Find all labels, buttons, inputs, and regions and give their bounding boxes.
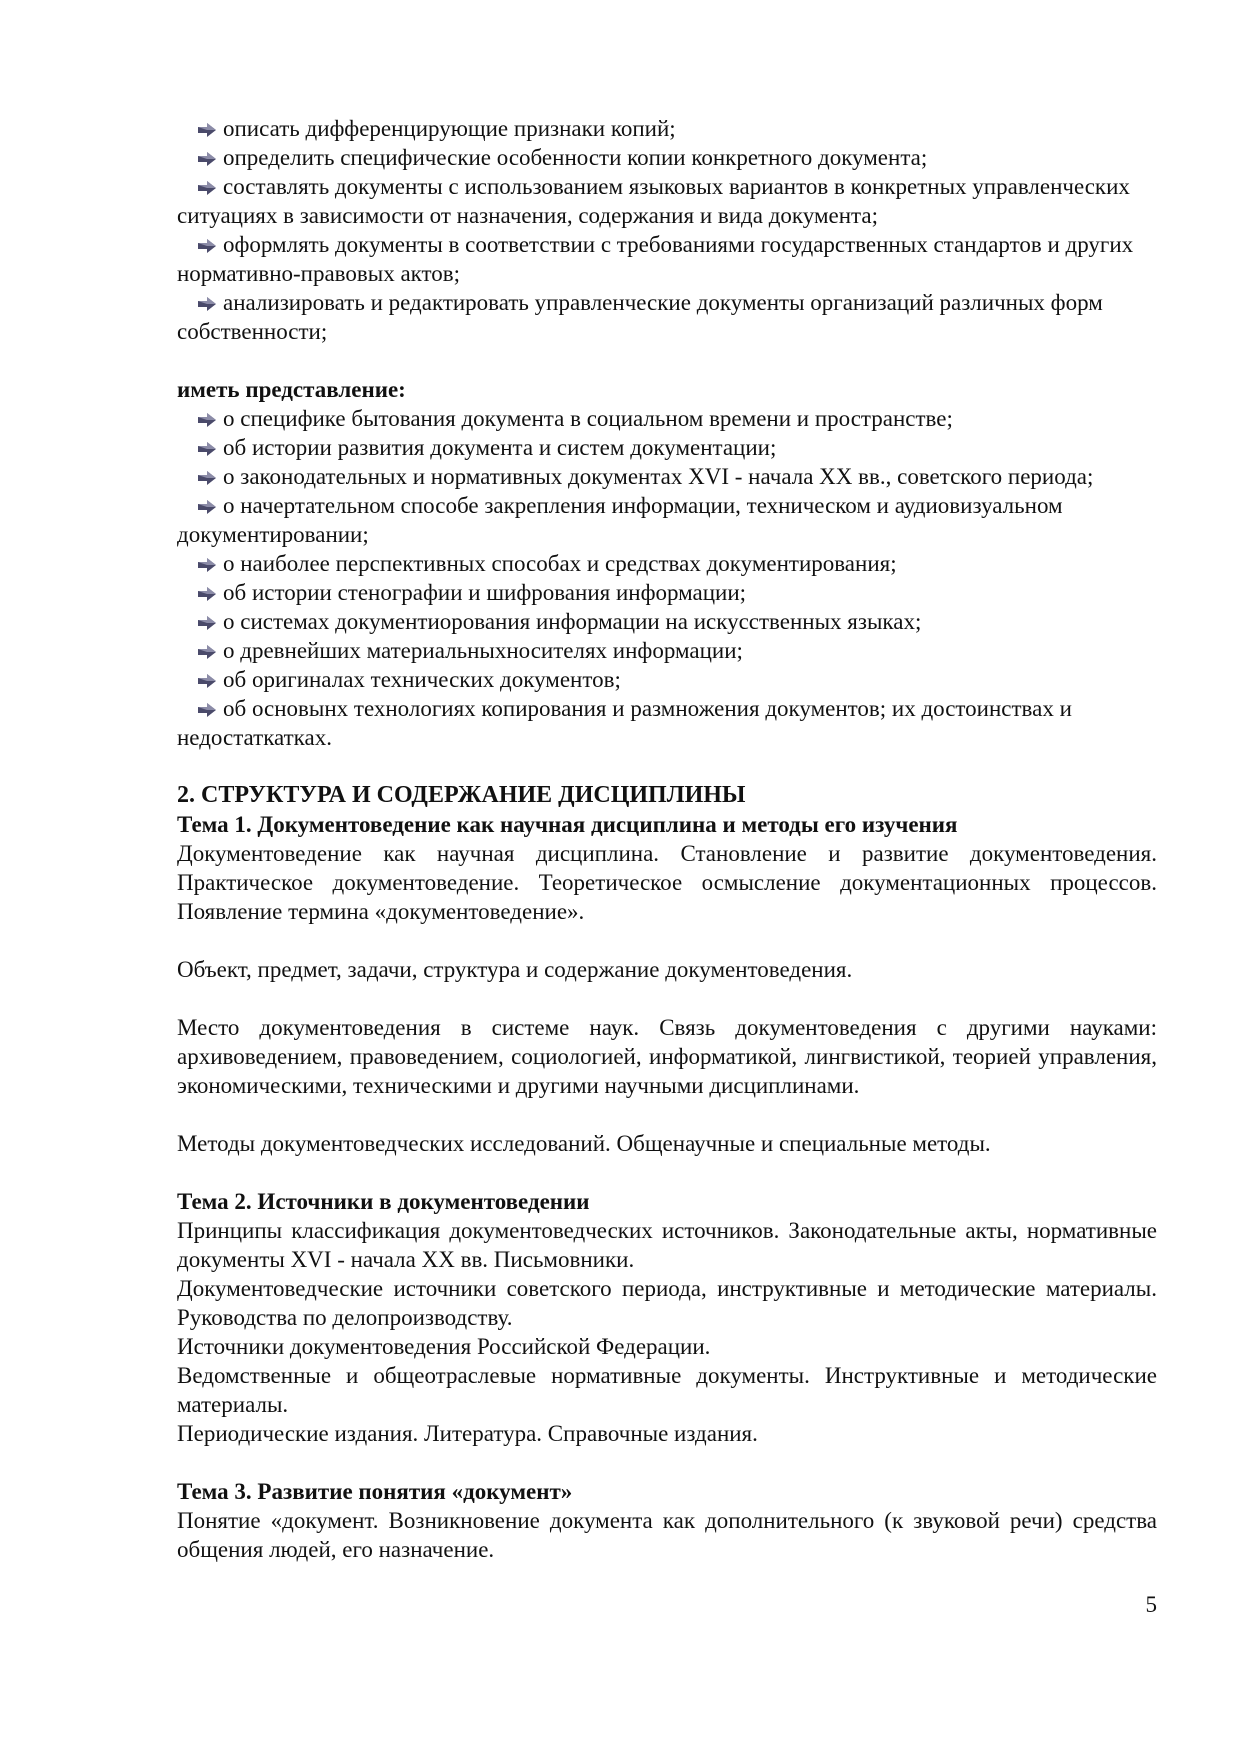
spacer — [177, 1100, 1157, 1129]
bullet-arrow — [177, 636, 223, 665]
arrow-bullet-icon — [197, 644, 217, 660]
list-item — [177, 491, 1157, 549]
skills-bullet-list — [177, 114, 1157, 346]
topic-1-title: Тема 1. Документоведение как научная дисциплина и методы его изучения — [177, 812, 958, 837]
arrow-bullet-icon — [197, 296, 217, 312]
list-item — [177, 607, 1157, 636]
list-item-text: составлять документы с использованием языковых вариантов в конкретных управленческих ситуациях в зависимости от назначения, содержания и вида документа; — [177, 174, 1130, 228]
spacer — [177, 926, 1157, 955]
list-item — [177, 288, 1157, 346]
bullet-arrow — [177, 230, 223, 259]
list-item-text: описать дифференцирующие признаки копий; — [223, 116, 676, 141]
arrow-bullet-icon — [197, 615, 217, 631]
list-item — [177, 114, 1157, 143]
list-item-text: об истории стенографии и шифрования информации; — [223, 580, 747, 605]
spacer — [177, 984, 1157, 1013]
bullet-arrow — [177, 114, 223, 143]
list-item-text: о древнейших материальныхносителях информации; — [223, 638, 743, 663]
arrow-bullet-icon — [197, 180, 217, 196]
list-item-text: о наиболее перспективных способах и средствах документирования; — [223, 551, 897, 576]
topic-2-title: Тема 2. Источники в документоведении — [177, 1189, 590, 1214]
list-item — [177, 665, 1157, 694]
bullet-arrow — [177, 665, 223, 694]
spacer — [177, 346, 1157, 375]
topic-1-paragraph: Документоведение как научная дисциплина. Становление и развитие документоведения. Практическое документоведение. Теоретическое осмысление документационных процессов. Появление термина «документоведение». — [177, 841, 1157, 924]
list-item-text: о специфике бытования документа в социальном времени и пространстве; — [223, 406, 953, 431]
list-item — [177, 404, 1157, 433]
list-item — [177, 694, 1157, 752]
arrow-bullet-icon — [197, 586, 217, 602]
list-item-text: анализировать и редактировать управленческие документы организаций различных форм собственности; — [177, 290, 1103, 344]
list-item — [177, 636, 1157, 665]
list-item — [177, 549, 1157, 578]
topic-2-paragraph: Периодические издания. Литература. Справочные издания. — [177, 1421, 758, 1446]
spacer — [177, 752, 1157, 781]
page-number: 5 — [1145, 1592, 1157, 1617]
bullet-arrow — [177, 549, 223, 578]
topic-2-paragraph: Ведомственные и общеотраслевые нормативные документы. Инструктивные и методические материалы. — [177, 1363, 1157, 1417]
bullet-arrow — [177, 607, 223, 636]
topic-1-paragraph: Место документоведения в системе наук. Связь документоведения с другими науками: архивоведением, правоведением, социологией, информатикой, лингвистикой, теорией управления, экономическими, техническими и другими научными дисциплинами. — [177, 1015, 1157, 1098]
topic-2-paragraph: Принципы классификация документоведческих источников. Законодательные акты, нормативные документы XVI - начала XX вв. Письмовники. — [177, 1218, 1157, 1272]
topic-3-title: Тема 3. Развитие понятия «документ» — [177, 1479, 573, 1504]
bullet-arrow — [177, 462, 223, 491]
arrow-bullet-icon — [197, 470, 217, 486]
list-item — [177, 143, 1157, 172]
list-item-text: оформлять документы в соответствии с требованиями государственных стандартов и других нормативно-правовых актов; — [177, 232, 1134, 286]
list-item-text: определить специфические особенности копии конкретного документа; — [223, 145, 928, 170]
section-title: 2. СТРУКТУРА И СОДЕРЖАНИЕ ДИСЦИПЛИНЫ — [177, 782, 746, 808]
list-item — [177, 433, 1157, 462]
bullet-arrow — [177, 143, 223, 172]
arrow-bullet-icon — [197, 499, 217, 515]
list-item-text: об оригиналах технических документов; — [223, 667, 621, 692]
list-item-text: о начертательном способе закрепления информации, техническом и аудиовизуальном документировании; — [177, 493, 1063, 547]
spacer — [177, 1448, 1157, 1477]
list-item-text: о системах документиорования информации на искусственных языках; — [223, 609, 922, 634]
list-item — [177, 578, 1157, 607]
topic-2-paragraph: Источники документоведения Российской Федерации. — [177, 1334, 711, 1359]
arrow-bullet-icon — [197, 151, 217, 167]
topic-2-paragraph: Документоведческие источники советского периода, инструктивные и методические материалы. Руководства по делопроизводству. — [177, 1276, 1157, 1330]
bullet-arrow — [177, 694, 223, 723]
bullet-arrow — [177, 288, 223, 317]
list-item-text: об основынх технологиях копирования и размножения документов; их достоинствах и недостаткатках. — [177, 696, 1072, 750]
arrow-bullet-icon — [197, 238, 217, 254]
arrow-bullet-icon — [197, 673, 217, 689]
list-item — [177, 172, 1157, 230]
list-item-text: об истории развития документа и систем документации; — [223, 435, 777, 460]
topic-1-paragraph: Методы документоведческих исследований. Общенаучные и специальные методы. — [177, 1131, 991, 1156]
arrow-bullet-icon — [197, 412, 217, 428]
spacer — [177, 1158, 1157, 1187]
list-item-text: о законодательных и нормативных документах XVI - начала XX вв., советского периода; — [223, 464, 1094, 489]
topic-3-paragraph: Понятие «документ. Возникновение документа как дополнительного (к звуковой речи) средства общения людей, его назначение. — [177, 1508, 1157, 1562]
bullet-arrow — [177, 172, 223, 201]
bullet-arrow — [177, 404, 223, 433]
represent-heading: иметь представление: — [177, 377, 406, 402]
list-item — [177, 230, 1157, 288]
represent-bullet-list — [177, 404, 1157, 752]
arrow-bullet-icon — [197, 702, 217, 718]
bullet-arrow — [177, 433, 223, 462]
page-content — [177, 114, 1157, 1564]
arrow-bullet-icon — [197, 122, 217, 138]
bullet-arrow — [177, 491, 223, 520]
arrow-bullet-icon — [197, 441, 217, 457]
topic-1-paragraph: Объект, предмет, задачи, структура и содержание документоведения. — [177, 957, 853, 982]
bullet-arrow — [177, 578, 223, 607]
list-item — [177, 462, 1157, 491]
arrow-bullet-icon — [197, 557, 217, 573]
